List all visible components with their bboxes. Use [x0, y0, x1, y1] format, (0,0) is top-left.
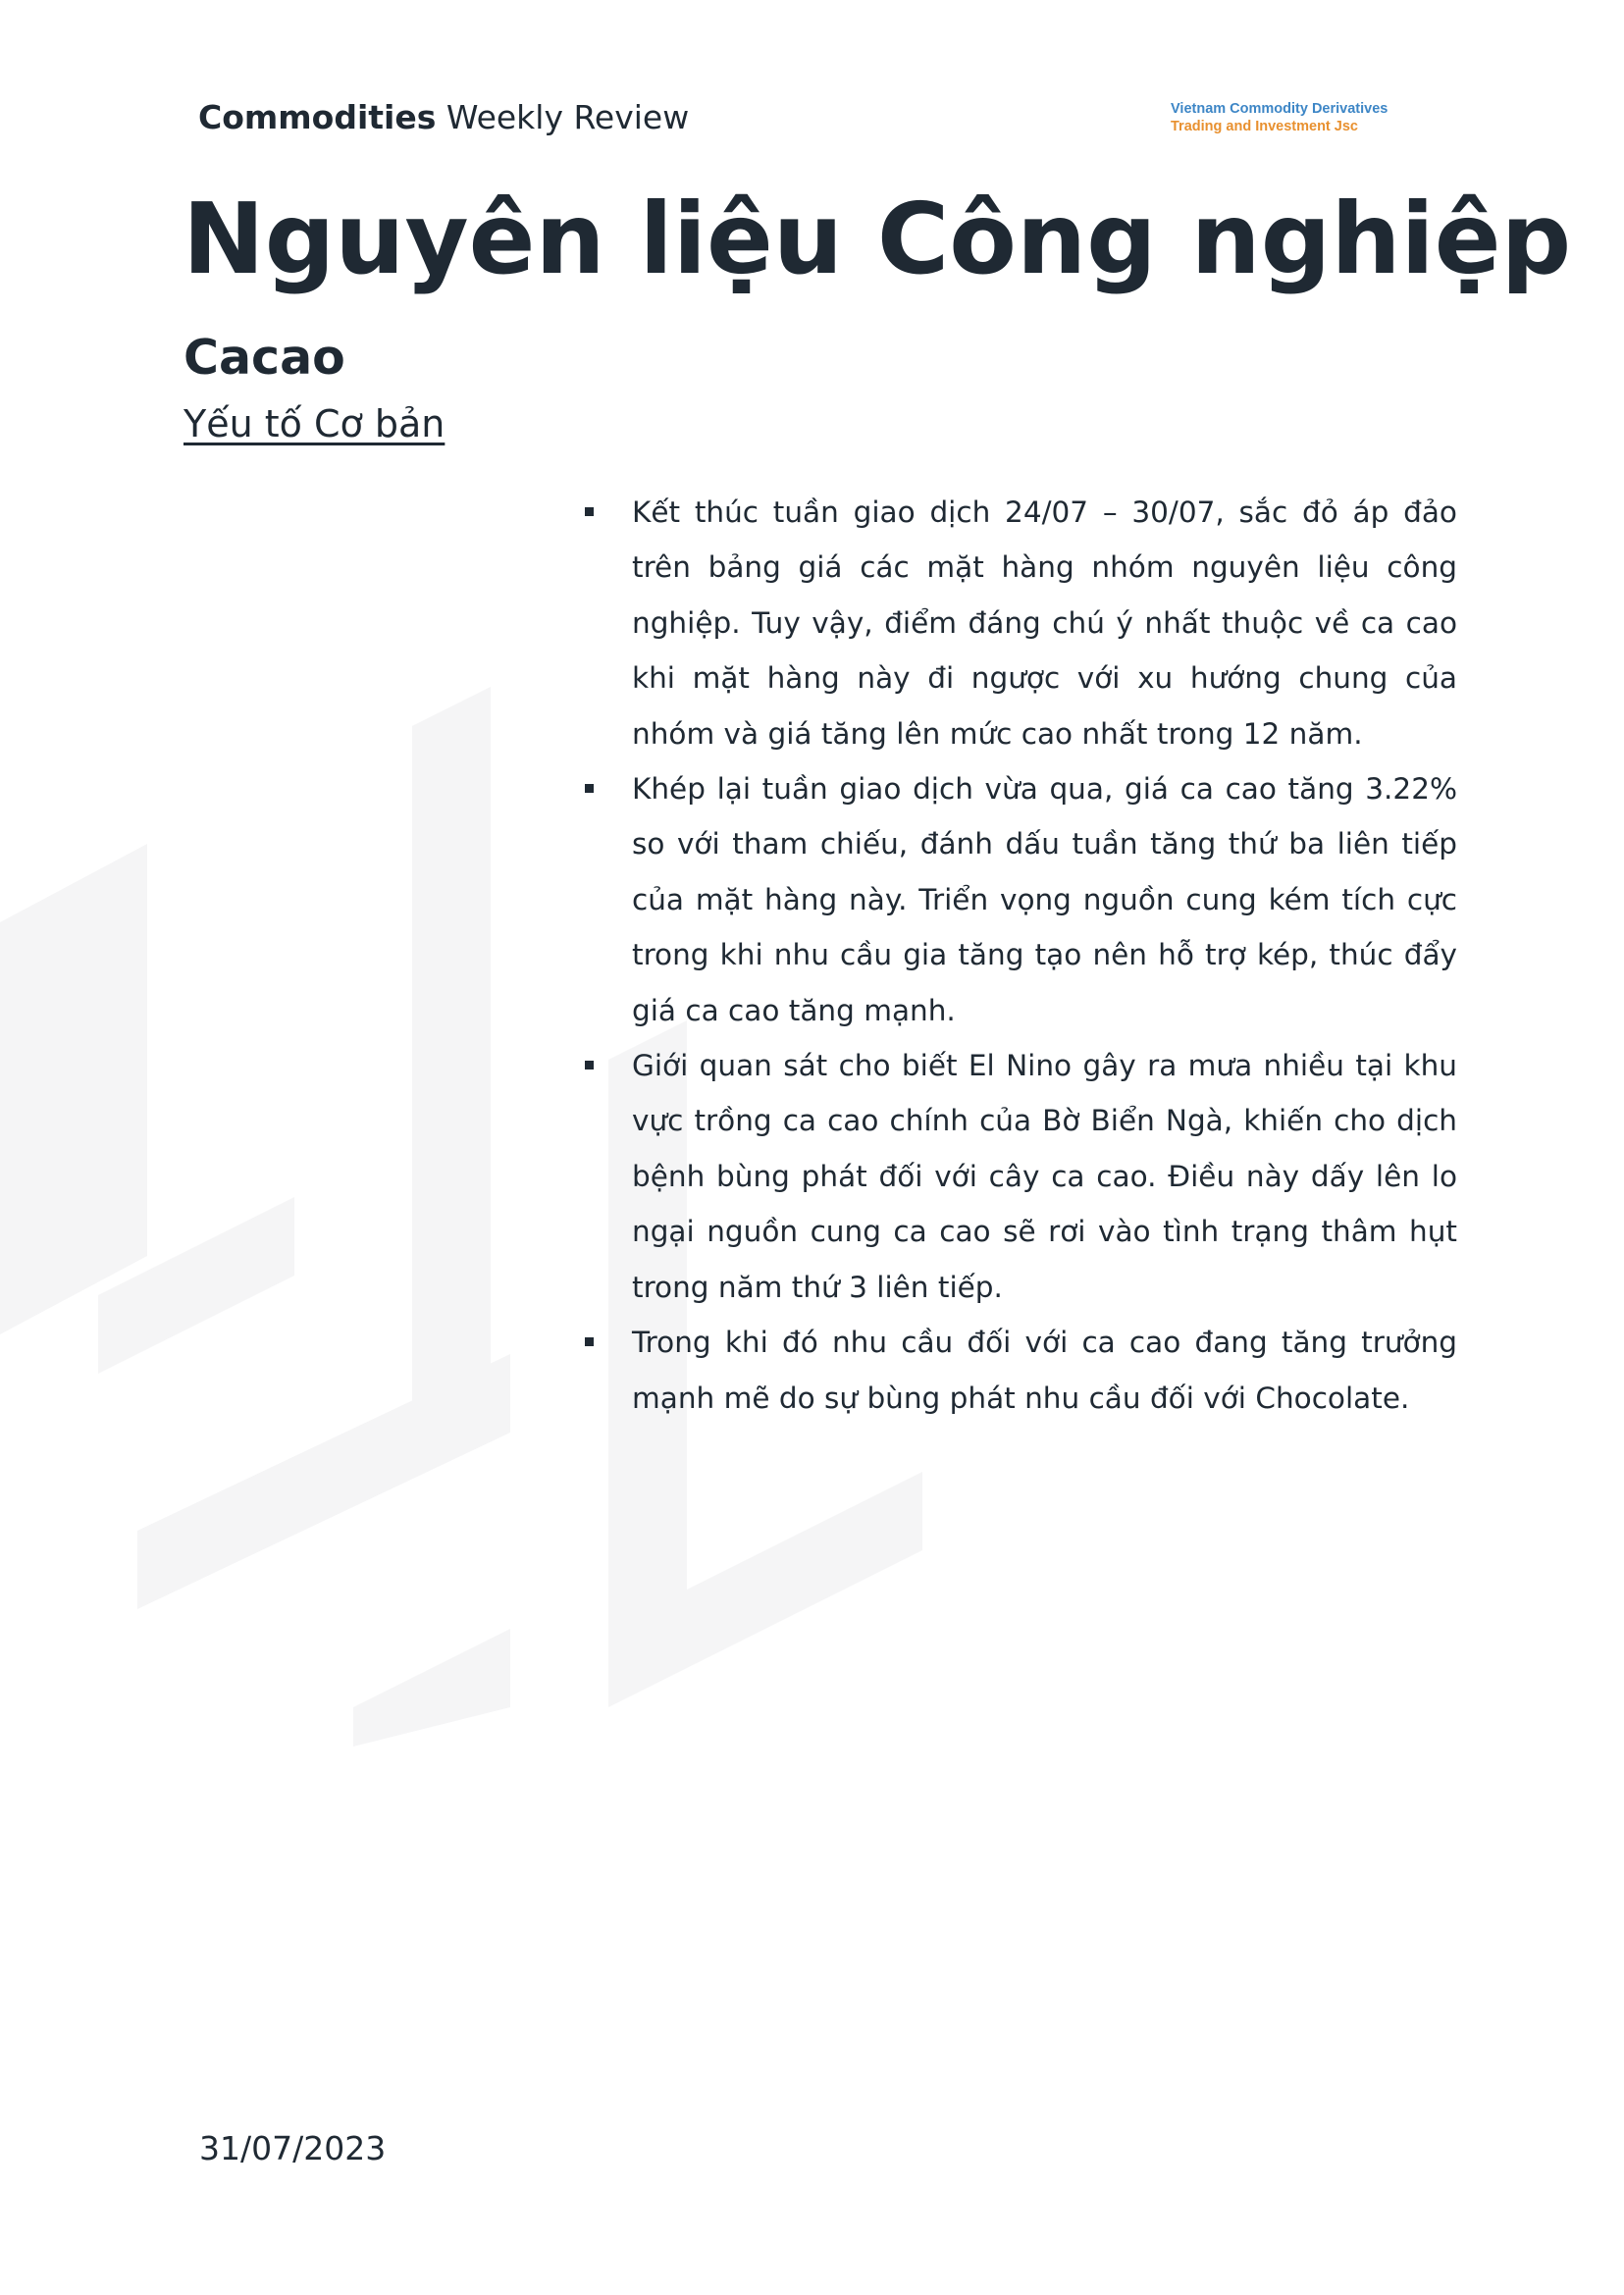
bullet-text: Giới quan sát cho biết El Nino gây ra mưa nhiều tại khu vực trồng ca cao chính của Bờ Biển Ngà, khiến cho dịch bệnh bùng phát đối với cây ca cao. Điều này dấy lên lo ngại nguồn cung ca cao sẽ rơi vào tình trạng thâm hụt trong năm thứ 3 liên tiếp.	[632, 1049, 1457, 1304]
logo-line-1: Vietnam Commodity Derivatives	[1171, 101, 1388, 117]
list-item	[581, 761, 1457, 1038]
subsection-title: Yếu tố Cơ bản	[183, 402, 445, 445]
logo-line-2: Trading and Investment Jsc	[1171, 119, 1358, 134]
bullet-square-icon	[585, 1061, 594, 1069]
section-title: Cacao	[183, 330, 345, 386]
list-item	[581, 1038, 1457, 1315]
list-item	[581, 1315, 1457, 1426]
bullet-text: Kết thúc tuần giao dịch 24/07 – 30/07, sắc đỏ áp đảo trên bảng giá các mặt hàng nhóm nguyên liệu công nghiệp. Tuy vậy, điểm đáng chú ý nhất thuộc về ca cao khi mặt hàng này đi ngược với xu hướng chung của nhóm và giá tăng lên mức cao nhất trong 12 năm.	[632, 496, 1457, 751]
header-bold-text: Commodities	[198, 98, 437, 136]
bullet-text: Trong khi đó nhu cầu đối với ca cao đang tăng trưởng mạnh mẽ do sự bùng phát nhu cầu đối với Chocolate.	[632, 1326, 1457, 1415]
bullet-square-icon	[585, 507, 594, 516]
company-logo	[1171, 100, 1388, 135]
footer-date: 31/07/2023	[199, 2129, 387, 2167]
page-title: Nguyên liệu Công nghiệp	[183, 182, 1572, 296]
bullet-square-icon	[585, 1337, 594, 1346]
bullet-text: Khép lại tuần giao dịch vừa qua, giá ca cao tăng 3.22% so với tham chiếu, đánh dấu tuần tăng thứ ba liên tiếp của mặt hàng này. Triển vọng nguồn cung kém tích cực trong khi nhu cầu gia tăng tạo nên hỗ trợ kép, thúc đẩy giá ca cao tăng mạnh.	[632, 772, 1457, 1027]
header-rest-text: Weekly Review	[436, 98, 690, 136]
bullet-square-icon	[585, 784, 594, 793]
report-header	[198, 98, 689, 136]
bullet-list	[581, 485, 1457, 1426]
list-item	[581, 485, 1457, 761]
